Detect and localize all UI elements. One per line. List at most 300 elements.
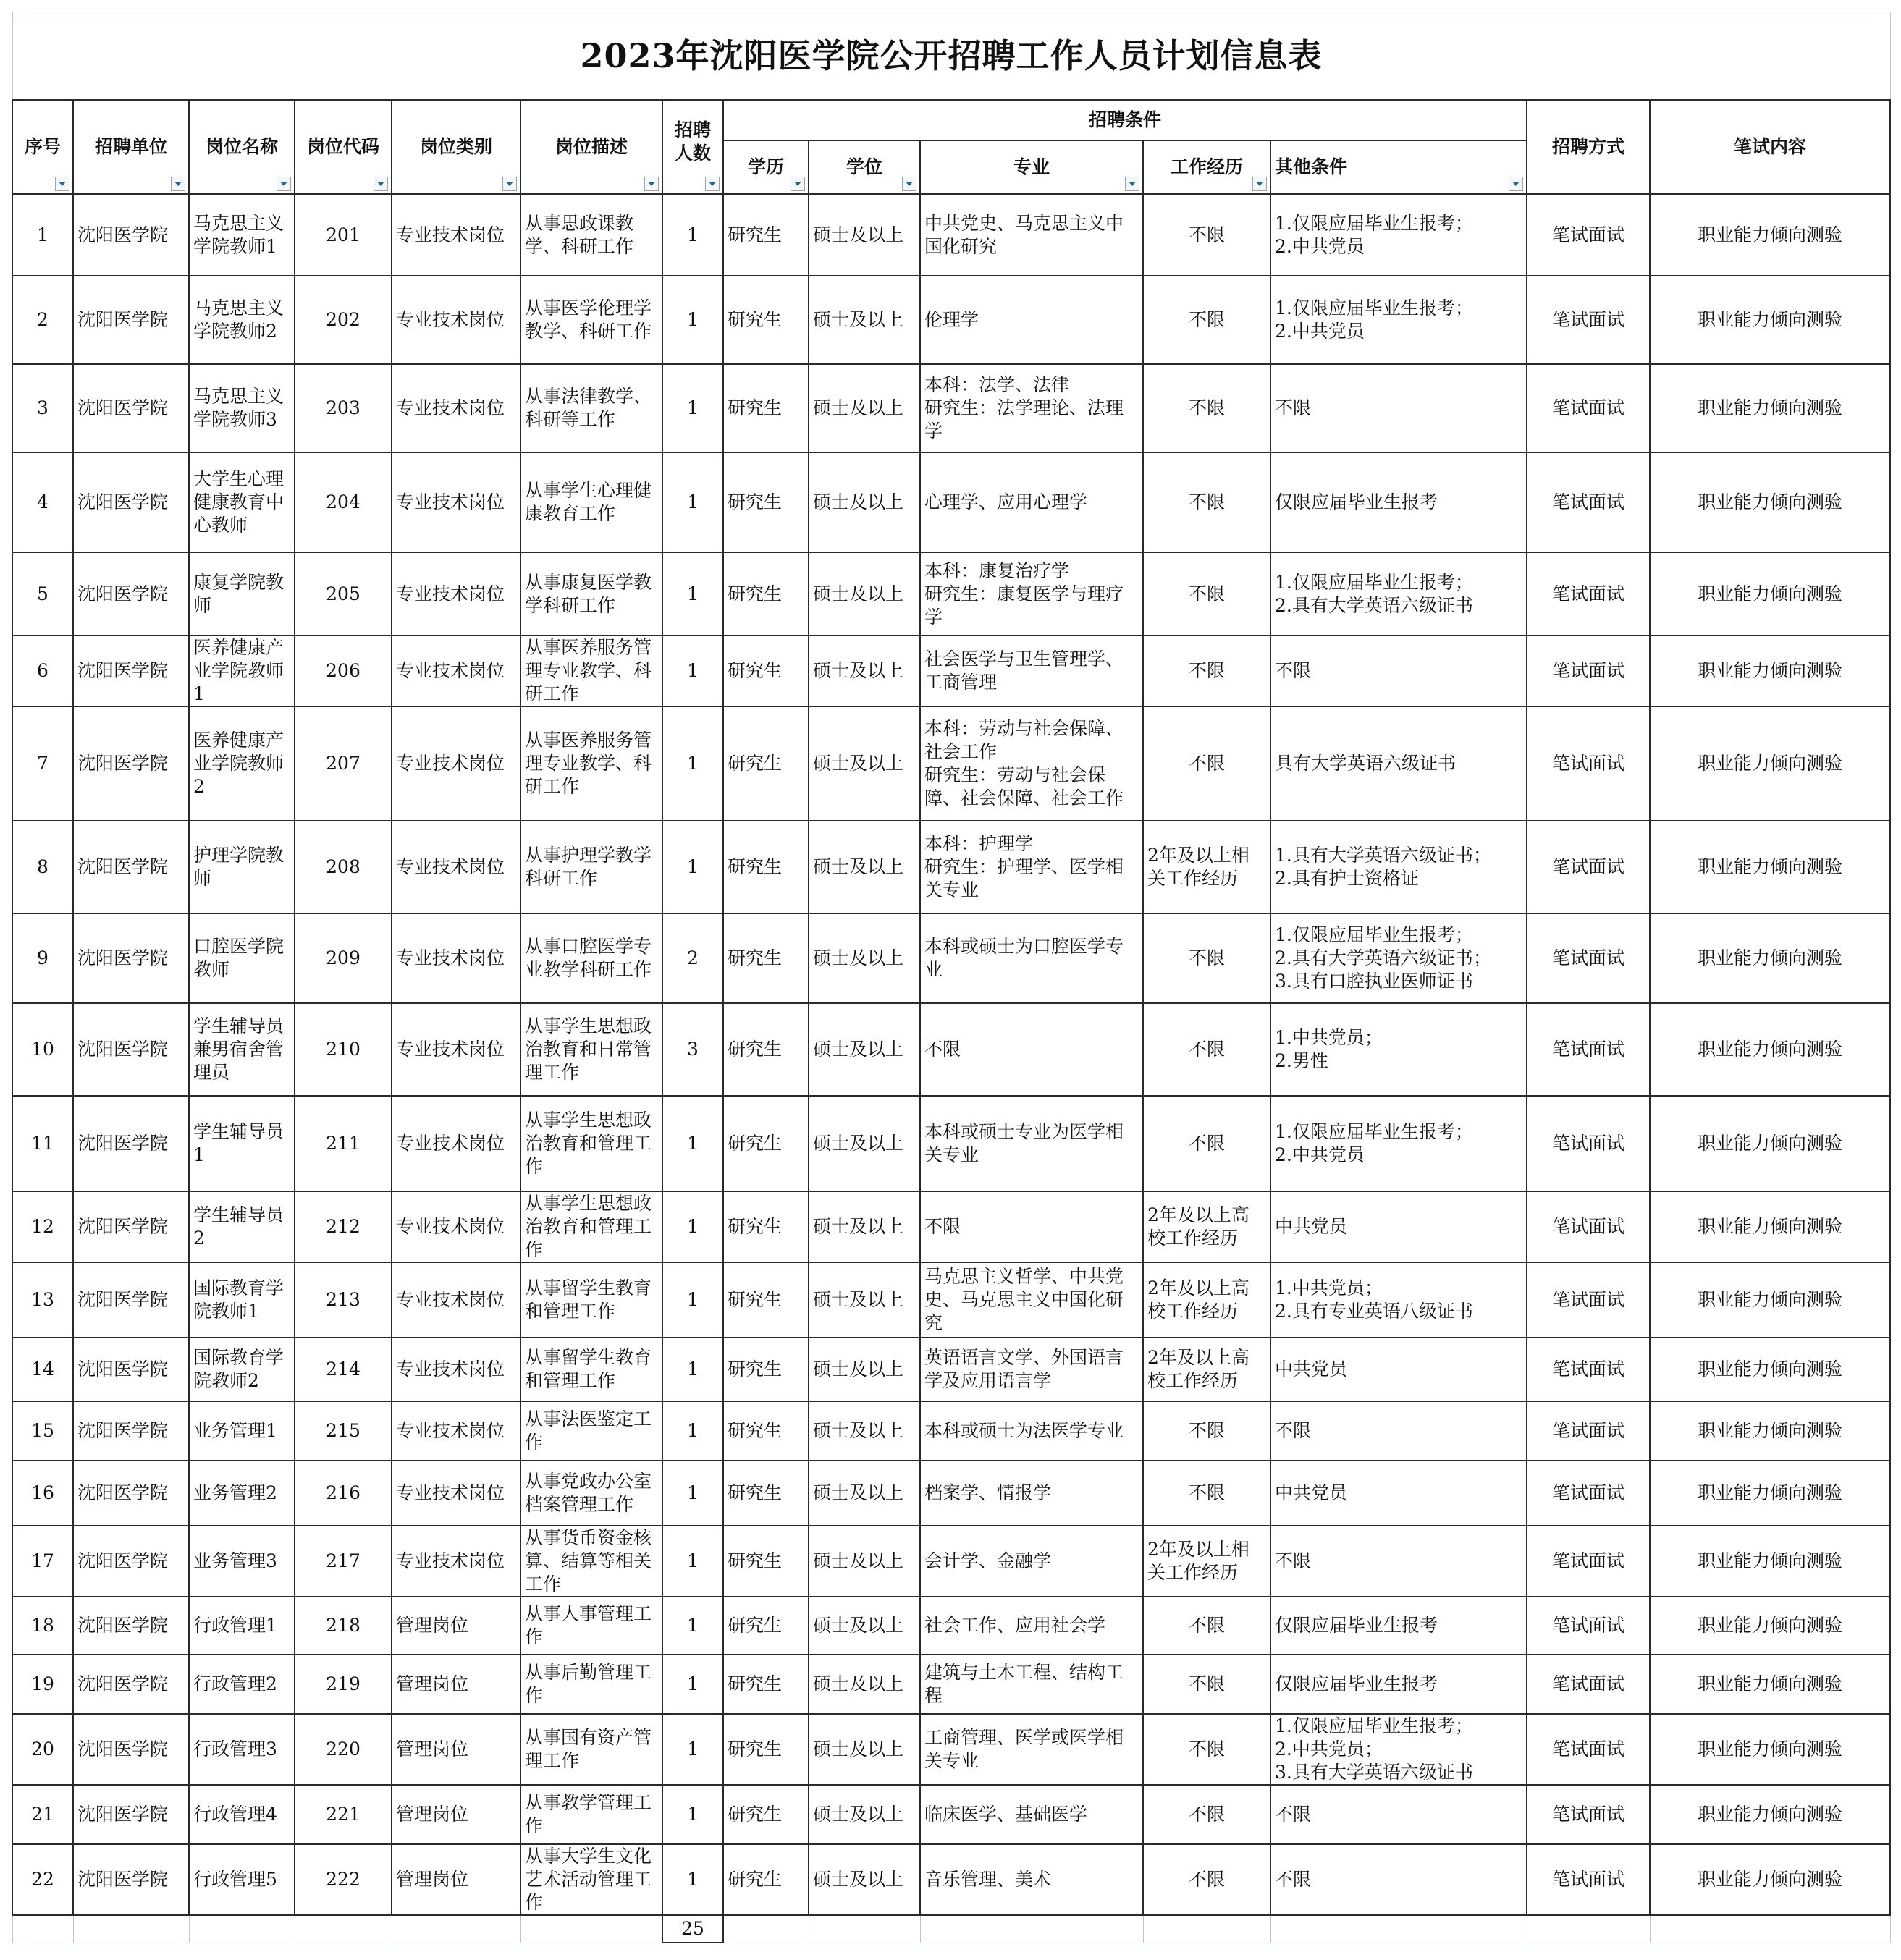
cell-education[interactable]: 研究生 xyxy=(723,1597,809,1655)
cell-post-desc[interactable]: 从事思政课教学、科研工作 xyxy=(520,194,662,276)
cell-exam[interactable]: 职业能力倾向测验 xyxy=(1650,1262,1890,1338)
cell-experience[interactable]: 不限 xyxy=(1143,276,1270,364)
cell-post-desc[interactable]: 从事人事管理工作 xyxy=(520,1597,662,1655)
cell-post-desc[interactable]: 从事留学生教育和管理工作 xyxy=(520,1262,662,1338)
cell-post-type[interactable]: 专业技术岗位 xyxy=(392,635,520,706)
cell-seq[interactable]: 11 xyxy=(12,1096,73,1191)
cell-unit[interactable]: 沈阳医学院 xyxy=(73,1597,189,1655)
cell-exam[interactable]: 职业能力倾向测验 xyxy=(1650,1003,1890,1096)
cell-post-desc[interactable]: 从事护理学教学科研工作 xyxy=(520,821,662,913)
cell-experience[interactable]: 不限 xyxy=(1143,706,1270,821)
cell-count[interactable]: 2 xyxy=(662,913,723,1003)
cell-post-type[interactable]: 专业技术岗位 xyxy=(392,194,520,276)
cell-unit[interactable]: 沈阳医学院 xyxy=(73,1096,189,1191)
cell-method[interactable]: 笔试面试 xyxy=(1527,1338,1650,1401)
filter-dropdown-icon[interactable] xyxy=(1509,177,1523,191)
cell-seq[interactable]: 17 xyxy=(12,1526,73,1597)
cell-exam[interactable]: 职业能力倾向测验 xyxy=(1650,1461,1890,1526)
cell-other[interactable]: 仅限应届毕业生报考 xyxy=(1270,1597,1527,1655)
cell-experience[interactable]: 不限 xyxy=(1143,1003,1270,1096)
cell-post-name[interactable]: 医养健康产业学院教师1 xyxy=(189,635,295,706)
cell-other[interactable]: 不限 xyxy=(1270,1526,1527,1597)
table-row[interactable] xyxy=(12,1461,1890,1526)
cell-count[interactable]: 1 xyxy=(662,821,723,913)
cell-post-desc[interactable]: 从事医学伦理学教学、科研工作 xyxy=(520,276,662,364)
cell-post-type[interactable]: 专业技术岗位 xyxy=(392,913,520,1003)
cell-experience[interactable]: 2年及以上高校工作经历 xyxy=(1143,1338,1270,1401)
cell-method[interactable]: 笔试面试 xyxy=(1527,913,1650,1003)
cell-unit[interactable]: 沈阳医学院 xyxy=(73,706,189,821)
cell-experience[interactable]: 不限 xyxy=(1143,1096,1270,1191)
cell-post-name[interactable]: 行政管理5 xyxy=(189,1844,295,1915)
cell-exam[interactable]: 职业能力倾向测验 xyxy=(1650,1526,1890,1597)
cell-seq[interactable]: 9 xyxy=(12,913,73,1003)
cell-post-code[interactable]: 201 xyxy=(295,194,392,276)
cell-major[interactable]: 本科：康复治疗学 研究生：康复医学与理疗学 xyxy=(920,552,1143,635)
cell-experience[interactable]: 2年及以上高校工作经历 xyxy=(1143,1191,1270,1262)
cell-degree[interactable]: 硕士及以上 xyxy=(809,1526,920,1597)
cell-seq[interactable]: 2 xyxy=(12,276,73,364)
cell-major[interactable]: 本科或硕士专业为医学相关专业 xyxy=(920,1096,1143,1191)
cell-count[interactable]: 1 xyxy=(662,1526,723,1597)
cell-other[interactable]: 1.仅限应届毕业生报考； 2.中共党员 xyxy=(1270,1096,1527,1191)
cell-degree[interactable]: 硕士及以上 xyxy=(809,913,920,1003)
filter-dropdown-icon[interactable] xyxy=(791,177,805,191)
table-row[interactable] xyxy=(12,635,1890,706)
cell-degree[interactable]: 硕士及以上 xyxy=(809,1262,920,1338)
cell-count[interactable]: 1 xyxy=(662,1655,723,1714)
cell-method[interactable]: 笔试面试 xyxy=(1527,1655,1650,1714)
cell-exam[interactable]: 职业能力倾向测验 xyxy=(1650,1714,1890,1785)
cell-post-name[interactable]: 行政管理2 xyxy=(189,1655,295,1714)
cell-education[interactable]: 研究生 xyxy=(723,1096,809,1191)
cell-post-name[interactable]: 口腔医学院教师 xyxy=(189,913,295,1003)
cell-degree[interactable]: 硕士及以上 xyxy=(809,1191,920,1262)
filter-dropdown-icon[interactable] xyxy=(902,177,916,191)
filter-dropdown-icon[interactable] xyxy=(55,177,69,191)
cell-degree[interactable]: 硕士及以上 xyxy=(809,1597,920,1655)
table-row[interactable] xyxy=(12,552,1890,635)
cell-seq[interactable]: 21 xyxy=(12,1785,73,1844)
cell-post-code[interactable]: 222 xyxy=(295,1844,392,1915)
filter-dropdown-icon[interactable] xyxy=(277,177,291,191)
cell-post-type[interactable]: 专业技术岗位 xyxy=(392,452,520,552)
cell-seq[interactable]: 16 xyxy=(12,1461,73,1526)
cell-other[interactable]: 1.仅限应届毕业生报考； 2.具有大学英语六级证书； 3.具有口腔执业医师证书 xyxy=(1270,913,1527,1003)
cell-experience[interactable]: 不限 xyxy=(1143,635,1270,706)
cell-unit[interactable]: 沈阳医学院 xyxy=(73,194,189,276)
cell-experience[interactable]: 不限 xyxy=(1143,1597,1270,1655)
cell-count[interactable]: 1 xyxy=(662,706,723,821)
table-row[interactable] xyxy=(12,1785,1890,1844)
cell-other[interactable]: 1.仅限应届毕业生报考； 2.中共党员 xyxy=(1270,194,1527,276)
cell-post-name[interactable]: 马克思主义学院教师1 xyxy=(189,194,295,276)
cell-post-code[interactable]: 214 xyxy=(295,1338,392,1401)
cell-count[interactable]: 1 xyxy=(662,552,723,635)
cell-degree[interactable]: 硕士及以上 xyxy=(809,552,920,635)
cell-count[interactable]: 1 xyxy=(662,1338,723,1401)
cell-method[interactable]: 笔试面试 xyxy=(1527,452,1650,552)
cell-major[interactable]: 英语语言文学、外国语言学及应用语言学 xyxy=(920,1338,1143,1401)
filter-dropdown-icon[interactable] xyxy=(1252,177,1267,191)
cell-education[interactable]: 研究生 xyxy=(723,276,809,364)
cell-degree[interactable]: 硕士及以上 xyxy=(809,364,920,452)
cell-seq[interactable]: 7 xyxy=(12,706,73,821)
cell-post-type[interactable]: 专业技术岗位 xyxy=(392,821,520,913)
cell-count[interactable]: 1 xyxy=(662,194,723,276)
cell-post-code[interactable]: 215 xyxy=(295,1401,392,1461)
cell-experience[interactable]: 2年及以上高校工作经历 xyxy=(1143,1262,1270,1338)
cell-major[interactable]: 工商管理、医学或医学相关专业 xyxy=(920,1714,1143,1785)
cell-count[interactable]: 3 xyxy=(662,1003,723,1096)
cell-post-desc[interactable]: 从事货币资金核算、结算等相关工作 xyxy=(520,1526,662,1597)
cell-post-code[interactable]: 203 xyxy=(295,364,392,452)
cell-post-code[interactable]: 217 xyxy=(295,1526,392,1597)
table-row[interactable] xyxy=(12,1338,1890,1401)
filter-dropdown-icon[interactable] xyxy=(374,177,388,191)
table-row[interactable] xyxy=(12,706,1890,821)
cell-post-code[interactable]: 208 xyxy=(295,821,392,913)
cell-other[interactable]: 中共党员 xyxy=(1270,1191,1527,1262)
cell-experience[interactable]: 不限 xyxy=(1143,1401,1270,1461)
cell-major[interactable]: 本科：劳动与社会保障、社会工作 研究生：劳动与社会保障、社会保障、社会工作 xyxy=(920,706,1143,821)
cell-post-type[interactable]: 专业技术岗位 xyxy=(392,1191,520,1262)
cell-post-desc[interactable]: 从事医养服务管理专业教学、科研工作 xyxy=(520,706,662,821)
cell-experience[interactable]: 不限 xyxy=(1143,552,1270,635)
cell-degree[interactable]: 硕士及以上 xyxy=(809,276,920,364)
cell-major[interactable]: 不限 xyxy=(920,1191,1143,1262)
cell-post-type[interactable]: 专业技术岗位 xyxy=(392,552,520,635)
cell-education[interactable]: 研究生 xyxy=(723,635,809,706)
cell-post-desc[interactable]: 从事医养服务管理专业教学、科研工作 xyxy=(520,635,662,706)
table-row[interactable] xyxy=(12,1191,1890,1262)
cell-method[interactable]: 笔试面试 xyxy=(1527,1714,1650,1785)
cell-education[interactable]: 研究生 xyxy=(723,1338,809,1401)
cell-other[interactable]: 中共党员 xyxy=(1270,1338,1527,1401)
cell-other[interactable]: 1.具有大学英语六级证书； 2.具有护士资格证 xyxy=(1270,821,1527,913)
cell-post-code[interactable]: 220 xyxy=(295,1714,392,1785)
cell-post-desc[interactable]: 从事学生思想政治教育和管理工作 xyxy=(520,1096,662,1191)
cell-education[interactable]: 研究生 xyxy=(723,1785,809,1844)
cell-post-name[interactable]: 国际教育学院教师2 xyxy=(189,1338,295,1401)
cell-post-desc[interactable]: 从事留学生教育和管理工作 xyxy=(520,1338,662,1401)
cell-education[interactable]: 研究生 xyxy=(723,1844,809,1915)
table-row[interactable] xyxy=(12,1655,1890,1714)
cell-post-code[interactable]: 205 xyxy=(295,552,392,635)
cell-post-name[interactable]: 马克思主义学院教师3 xyxy=(189,364,295,452)
cell-other[interactable]: 不限 xyxy=(1270,635,1527,706)
cell-major[interactable]: 本科或硕士为法医学专业 xyxy=(920,1401,1143,1461)
cell-method[interactable]: 笔试面试 xyxy=(1527,706,1650,821)
cell-post-type[interactable]: 专业技术岗位 xyxy=(392,364,520,452)
filter-dropdown-icon[interactable] xyxy=(171,177,185,191)
table-row[interactable] xyxy=(12,1262,1890,1338)
cell-count[interactable]: 1 xyxy=(662,1597,723,1655)
cell-major[interactable]: 伦理学 xyxy=(920,276,1143,364)
cell-post-type[interactable]: 专业技术岗位 xyxy=(392,1401,520,1461)
cell-post-type[interactable]: 专业技术岗位 xyxy=(392,1003,520,1096)
cell-seq[interactable]: 15 xyxy=(12,1401,73,1461)
cell-post-type[interactable]: 管理岗位 xyxy=(392,1785,520,1844)
table-row[interactable] xyxy=(12,1096,1890,1191)
cell-exam[interactable]: 职业能力倾向测验 xyxy=(1650,364,1890,452)
cell-experience[interactable]: 不限 xyxy=(1143,1785,1270,1844)
cell-degree[interactable]: 硕士及以上 xyxy=(809,1338,920,1401)
cell-post-code[interactable]: 218 xyxy=(295,1597,392,1655)
cell-degree[interactable]: 硕士及以上 xyxy=(809,1844,920,1915)
cell-exam[interactable]: 职业能力倾向测验 xyxy=(1650,1597,1890,1655)
cell-method[interactable]: 笔试面试 xyxy=(1527,1844,1650,1915)
cell-unit[interactable]: 沈阳医学院 xyxy=(73,552,189,635)
cell-degree[interactable]: 硕士及以上 xyxy=(809,452,920,552)
cell-post-desc[interactable]: 从事后勤管理工作 xyxy=(520,1655,662,1714)
cell-other[interactable]: 1.仅限应届毕业生报考； 2.中共党员； 3.具有大学英语六级证书 xyxy=(1270,1714,1527,1785)
cell-seq[interactable]: 3 xyxy=(12,364,73,452)
cell-method[interactable]: 笔试面试 xyxy=(1527,194,1650,276)
cell-major[interactable]: 档案学、情报学 xyxy=(920,1461,1143,1526)
cell-method[interactable]: 笔试面试 xyxy=(1527,635,1650,706)
cell-seq[interactable]: 22 xyxy=(12,1844,73,1915)
cell-exam[interactable]: 职业能力倾向测验 xyxy=(1650,913,1890,1003)
cell-post-name[interactable]: 护理学院教师 xyxy=(189,821,295,913)
cell-count[interactable]: 1 xyxy=(662,1096,723,1191)
cell-experience[interactable]: 不限 xyxy=(1143,1655,1270,1714)
cell-post-type[interactable]: 管理岗位 xyxy=(392,1844,520,1915)
cell-count[interactable]: 1 xyxy=(662,364,723,452)
cell-post-type[interactable]: 专业技术岗位 xyxy=(392,1096,520,1191)
cell-unit[interactable]: 沈阳医学院 xyxy=(73,1262,189,1338)
cell-unit[interactable]: 沈阳医学院 xyxy=(73,1191,189,1262)
cell-post-desc[interactable]: 从事学生心理健康教育工作 xyxy=(520,452,662,552)
cell-education[interactable]: 研究生 xyxy=(723,452,809,552)
cell-education[interactable]: 研究生 xyxy=(723,1655,809,1714)
cell-method[interactable]: 笔试面试 xyxy=(1527,1003,1650,1096)
cell-experience[interactable]: 不限 xyxy=(1143,194,1270,276)
cell-post-type[interactable]: 管理岗位 xyxy=(392,1714,520,1785)
cell-degree[interactable]: 硕士及以上 xyxy=(809,706,920,821)
cell-education[interactable]: 研究生 xyxy=(723,1461,809,1526)
cell-education[interactable]: 研究生 xyxy=(723,913,809,1003)
cell-method[interactable]: 笔试面试 xyxy=(1527,1262,1650,1338)
cell-post-desc[interactable]: 从事口腔医学专业教学科研工作 xyxy=(520,913,662,1003)
cell-post-type[interactable]: 管理岗位 xyxy=(392,1655,520,1714)
cell-count[interactable]: 1 xyxy=(662,1401,723,1461)
cell-post-type[interactable]: 专业技术岗位 xyxy=(392,1461,520,1526)
cell-post-desc[interactable]: 从事党政办公室档案管理工作 xyxy=(520,1461,662,1526)
cell-unit[interactable]: 沈阳医学院 xyxy=(73,1338,189,1401)
cell-other[interactable]: 1.中共党员； 2.具有专业英语八级证书 xyxy=(1270,1262,1527,1338)
cell-unit[interactable]: 沈阳医学院 xyxy=(73,364,189,452)
cell-count[interactable]: 1 xyxy=(662,635,723,706)
cell-other[interactable]: 仅限应届毕业生报考 xyxy=(1270,1655,1527,1714)
cell-method[interactable]: 笔试面试 xyxy=(1527,552,1650,635)
cell-education[interactable]: 研究生 xyxy=(723,706,809,821)
cell-post-name[interactable]: 医养健康产业学院教师2 xyxy=(189,706,295,821)
cell-unit[interactable]: 沈阳医学院 xyxy=(73,1003,189,1096)
cell-count[interactable]: 1 xyxy=(662,276,723,364)
cell-post-code[interactable]: 206 xyxy=(295,635,392,706)
cell-seq[interactable]: 6 xyxy=(12,635,73,706)
cell-method[interactable]: 笔试面试 xyxy=(1527,364,1650,452)
cell-post-name[interactable]: 业务管理2 xyxy=(189,1461,295,1526)
cell-post-code[interactable]: 204 xyxy=(295,452,392,552)
cell-method[interactable]: 笔试面试 xyxy=(1527,1401,1650,1461)
cell-unit[interactable]: 沈阳医学院 xyxy=(73,276,189,364)
cell-unit[interactable]: 沈阳医学院 xyxy=(73,1401,189,1461)
cell-unit[interactable]: 沈阳医学院 xyxy=(73,1714,189,1785)
cell-degree[interactable]: 硕士及以上 xyxy=(809,1655,920,1714)
cell-experience[interactable]: 不限 xyxy=(1143,1714,1270,1785)
table-row[interactable] xyxy=(12,1844,1890,1915)
cell-major[interactable]: 本科：法学、法律 研究生：法学理论、法理学 xyxy=(920,364,1143,452)
cell-unit[interactable]: 沈阳医学院 xyxy=(73,1461,189,1526)
cell-post-desc[interactable]: 从事学生思想政治教育和管理工作 xyxy=(520,1191,662,1262)
cell-method[interactable]: 笔试面试 xyxy=(1527,276,1650,364)
cell-post-type[interactable]: 专业技术岗位 xyxy=(392,1262,520,1338)
cell-unit[interactable]: 沈阳医学院 xyxy=(73,1526,189,1597)
cell-unit[interactable]: 沈阳医学院 xyxy=(73,1785,189,1844)
cell-education[interactable]: 研究生 xyxy=(723,1526,809,1597)
table-row[interactable] xyxy=(12,452,1890,552)
cell-other[interactable]: 1.仅限应届毕业生报考； 2.具有大学英语六级证书 xyxy=(1270,552,1527,635)
cell-exam[interactable]: 职业能力倾向测验 xyxy=(1650,1655,1890,1714)
cell-education[interactable]: 研究生 xyxy=(723,552,809,635)
cell-seq[interactable]: 5 xyxy=(12,552,73,635)
cell-post-name[interactable]: 学生辅导员1 xyxy=(189,1096,295,1191)
cell-method[interactable]: 笔试面试 xyxy=(1527,1096,1650,1191)
cell-exam[interactable]: 职业能力倾向测验 xyxy=(1650,706,1890,821)
cell-other[interactable]: 具有大学英语六级证书 xyxy=(1270,706,1527,821)
cell-education[interactable]: 研究生 xyxy=(723,1003,809,1096)
cell-other[interactable]: 不限 xyxy=(1270,1844,1527,1915)
cell-exam[interactable]: 职业能力倾向测验 xyxy=(1650,552,1890,635)
filter-dropdown-icon[interactable] xyxy=(1125,177,1139,191)
cell-seq[interactable]: 1 xyxy=(12,194,73,276)
cell-other[interactable]: 不限 xyxy=(1270,1785,1527,1844)
cell-other[interactable]: 1.中共党员； 2.男性 xyxy=(1270,1003,1527,1096)
cell-post-code[interactable]: 210 xyxy=(295,1003,392,1096)
cell-other[interactable]: 仅限应届毕业生报考 xyxy=(1270,452,1527,552)
cell-degree[interactable]: 硕士及以上 xyxy=(809,1714,920,1785)
cell-count[interactable]: 1 xyxy=(662,1844,723,1915)
table-row[interactable] xyxy=(12,276,1890,364)
cell-exam[interactable]: 职业能力倾向测验 xyxy=(1650,1844,1890,1915)
cell-major[interactable]: 不限 xyxy=(920,1003,1143,1096)
cell-post-desc[interactable]: 从事法律教学、科研等工作 xyxy=(520,364,662,452)
cell-other[interactable]: 1.仅限应届毕业生报考； 2.中共党员 xyxy=(1270,276,1527,364)
cell-seq[interactable]: 10 xyxy=(12,1003,73,1096)
cell-post-name[interactable]: 康复学院教师 xyxy=(189,552,295,635)
cell-education[interactable]: 研究生 xyxy=(723,821,809,913)
cell-exam[interactable]: 职业能力倾向测验 xyxy=(1650,1401,1890,1461)
cell-exam[interactable]: 职业能力倾向测验 xyxy=(1650,1096,1890,1191)
table-row[interactable] xyxy=(12,913,1890,1003)
cell-major[interactable]: 马克思主义哲学、中共党史、马克思主义中国化研究 xyxy=(920,1262,1143,1338)
cell-post-name[interactable]: 业务管理1 xyxy=(189,1401,295,1461)
cell-seq[interactable]: 13 xyxy=(12,1262,73,1338)
filter-dropdown-icon[interactable] xyxy=(644,177,659,191)
total-count-cell[interactable]: 25 xyxy=(662,1915,723,1943)
cell-count[interactable]: 1 xyxy=(662,452,723,552)
table-row[interactable] xyxy=(12,1401,1890,1461)
cell-count[interactable]: 1 xyxy=(662,1785,723,1844)
cell-post-code[interactable]: 209 xyxy=(295,913,392,1003)
cell-count[interactable]: 1 xyxy=(662,1191,723,1262)
table-row[interactable] xyxy=(12,1714,1890,1785)
cell-post-name[interactable]: 行政管理3 xyxy=(189,1714,295,1785)
cell-education[interactable]: 研究生 xyxy=(723,1401,809,1461)
table-row[interactable] xyxy=(12,821,1890,913)
cell-unit[interactable]: 沈阳医学院 xyxy=(73,1844,189,1915)
cell-major[interactable]: 社会医学与卫生管理学、工商管理 xyxy=(920,635,1143,706)
cell-post-type[interactable]: 专业技术岗位 xyxy=(392,1338,520,1401)
cell-post-name[interactable]: 业务管理3 xyxy=(189,1526,295,1597)
cell-education[interactable]: 研究生 xyxy=(723,1191,809,1262)
cell-post-desc[interactable]: 从事大学生文化艺术活动管理工作 xyxy=(520,1844,662,1915)
cell-exam[interactable]: 职业能力倾向测验 xyxy=(1650,1191,1890,1262)
cell-experience[interactable]: 不限 xyxy=(1143,1844,1270,1915)
cell-post-code[interactable]: 212 xyxy=(295,1191,392,1262)
cell-degree[interactable]: 硕士及以上 xyxy=(809,821,920,913)
cell-unit[interactable]: 沈阳医学院 xyxy=(73,452,189,552)
cell-education[interactable]: 研究生 xyxy=(723,364,809,452)
cell-post-name[interactable]: 大学生心理健康教育中心教师 xyxy=(189,452,295,552)
table-row[interactable] xyxy=(12,364,1890,452)
cell-method[interactable]: 笔试面试 xyxy=(1527,1597,1650,1655)
cell-seq[interactable]: 4 xyxy=(12,452,73,552)
cell-method[interactable]: 笔试面试 xyxy=(1527,1785,1650,1844)
table-row[interactable] xyxy=(12,1003,1890,1096)
cell-post-code[interactable]: 207 xyxy=(295,706,392,821)
cell-post-name[interactable]: 行政管理1 xyxy=(189,1597,295,1655)
cell-post-code[interactable]: 211 xyxy=(295,1096,392,1191)
cell-exam[interactable]: 职业能力倾向测验 xyxy=(1650,635,1890,706)
cell-exam[interactable]: 职业能力倾向测验 xyxy=(1650,276,1890,364)
cell-degree[interactable]: 硕士及以上 xyxy=(809,635,920,706)
cell-major[interactable]: 心理学、应用心理学 xyxy=(920,452,1143,552)
cell-major[interactable]: 临床医学、基础医学 xyxy=(920,1785,1143,1844)
cell-education[interactable]: 研究生 xyxy=(723,194,809,276)
cell-seq[interactable]: 12 xyxy=(12,1191,73,1262)
cell-major[interactable]: 会计学、金融学 xyxy=(920,1526,1143,1597)
cell-post-type[interactable]: 专业技术岗位 xyxy=(392,1526,520,1597)
cell-post-code[interactable]: 202 xyxy=(295,276,392,364)
table-row[interactable] xyxy=(12,1526,1890,1597)
cell-experience[interactable]: 2年及以上相关工作经历 xyxy=(1143,821,1270,913)
cell-exam[interactable]: 职业能力倾向测验 xyxy=(1650,821,1890,913)
cell-exam[interactable]: 职业能力倾向测验 xyxy=(1650,452,1890,552)
cell-post-code[interactable]: 219 xyxy=(295,1655,392,1714)
cell-unit[interactable]: 沈阳医学院 xyxy=(73,821,189,913)
cell-post-desc[interactable]: 从事学生思想政治教育和日常管理工作 xyxy=(520,1003,662,1096)
cell-degree[interactable]: 硕士及以上 xyxy=(809,1461,920,1526)
filter-dropdown-icon[interactable] xyxy=(705,177,720,191)
cell-method[interactable]: 笔试面试 xyxy=(1527,1526,1650,1597)
cell-post-desc[interactable]: 从事法医鉴定工作 xyxy=(520,1401,662,1461)
cell-post-name[interactable]: 行政管理4 xyxy=(189,1785,295,1844)
cell-degree[interactable]: 硕士及以上 xyxy=(809,1401,920,1461)
cell-major[interactable]: 本科：护理学 研究生：护理学、医学相关专业 xyxy=(920,821,1143,913)
cell-post-name[interactable]: 马克思主义学院教师2 xyxy=(189,276,295,364)
cell-post-type[interactable]: 专业技术岗位 xyxy=(392,276,520,364)
cell-other[interactable]: 中共党员 xyxy=(1270,1461,1527,1526)
cell-method[interactable]: 笔试面试 xyxy=(1527,1461,1650,1526)
cell-count[interactable]: 1 xyxy=(662,1461,723,1526)
cell-experience[interactable]: 不限 xyxy=(1143,913,1270,1003)
filter-dropdown-icon[interactable] xyxy=(502,177,517,191)
cell-other[interactable]: 不限 xyxy=(1270,364,1527,452)
cell-unit[interactable]: 沈阳医学院 xyxy=(73,913,189,1003)
